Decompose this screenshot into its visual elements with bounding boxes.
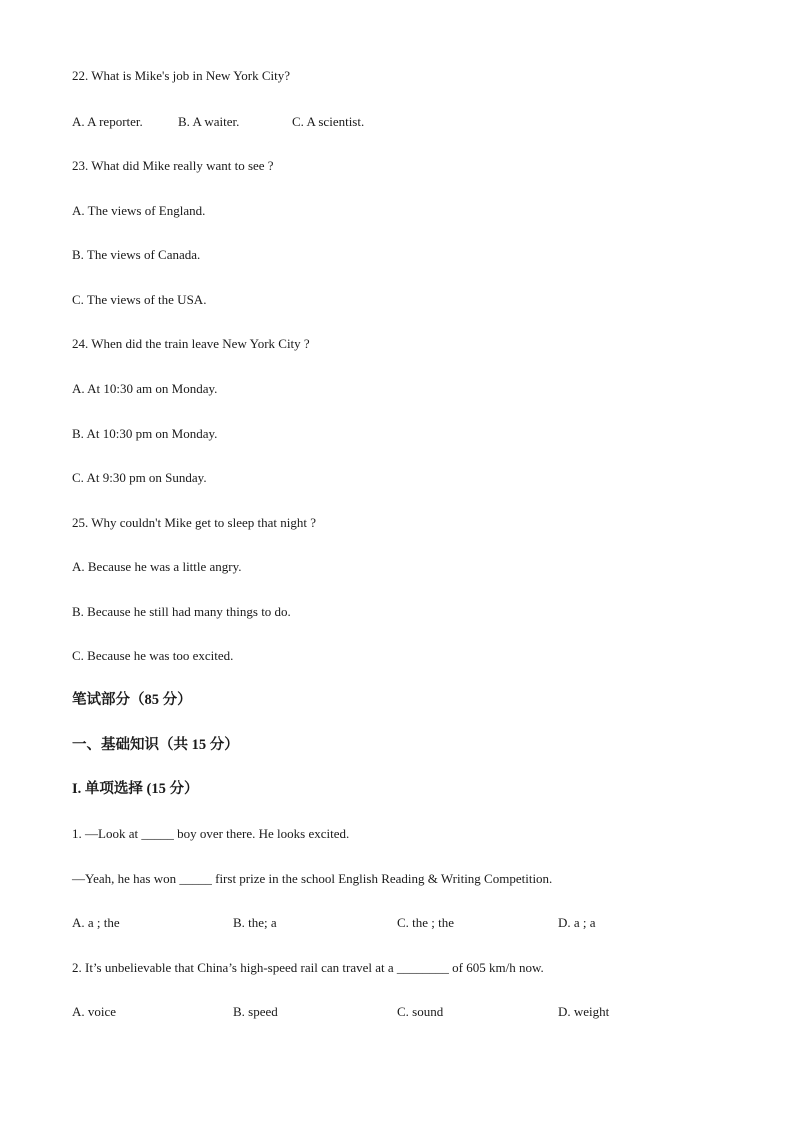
q24-option-c: C. At 9:30 pm on Sunday. [72, 470, 207, 485]
q22-option-a: A. A reporter. [72, 114, 143, 129]
question-24: 24. When did the train leave New York City ? [72, 336, 310, 351]
mc2-option-d: D. weight [558, 1004, 610, 1019]
section-basic-heading: 一、基础知识（共 15 分） [72, 737, 239, 753]
mc2-line1: 2. It’s unbelievable that China’s high-speed rail can travel at a ________ of 605 km/h now. [72, 960, 544, 975]
section-written-heading: 笔试部分（85 分） [72, 692, 192, 708]
mc1-line1: 1. —Look at _____ boy over there. He looks excited. [72, 826, 350, 841]
mc2-option-b: B. speed [233, 1004, 278, 1019]
q24-option-a: A. At 10:30 am on Monday. [72, 381, 218, 396]
q25-option-c: C. Because he was too excited. [72, 648, 234, 663]
q23-option-c: C. The views of the USA. [72, 292, 207, 307]
mc1-option-a: A. a ; the [72, 915, 120, 930]
q25-option-b: B. Because he still had many things to do. [72, 604, 291, 619]
mc2-option-a: A. voice [72, 1004, 117, 1019]
q23-option-b: B. The views of Canada. [72, 247, 201, 262]
question-23: 23. What did Mike really want to see ? [72, 158, 274, 173]
q22-option-c: C. A scientist. [292, 114, 365, 129]
mc1-line2: —Yeah, he has won _____ first prize in the school English Reading & Writing Competition. [72, 871, 553, 886]
mc1-option-d: D. a ; a [558, 915, 596, 930]
q25-option-a: A. Because he was a little angry. [72, 559, 242, 574]
question-25: 25. Why couldn't Mike get to sleep that night ? [72, 515, 317, 530]
q22-option-b: B. A waiter. [178, 114, 240, 129]
question-22: 22. What is Mike's job in New York City? [72, 68, 291, 83]
q23-option-a: A. The views of England. [72, 203, 206, 218]
q24-option-b: B. At 10:30 pm on Monday. [72, 426, 218, 441]
mc1-option-b: B. the; a [233, 915, 277, 930]
mc2-option-c: C. sound [397, 1004, 444, 1019]
section-single-choice-heading: I. 单项选择 (15 分） [72, 781, 199, 797]
mc1-option-c: C. the ; the [397, 915, 455, 930]
